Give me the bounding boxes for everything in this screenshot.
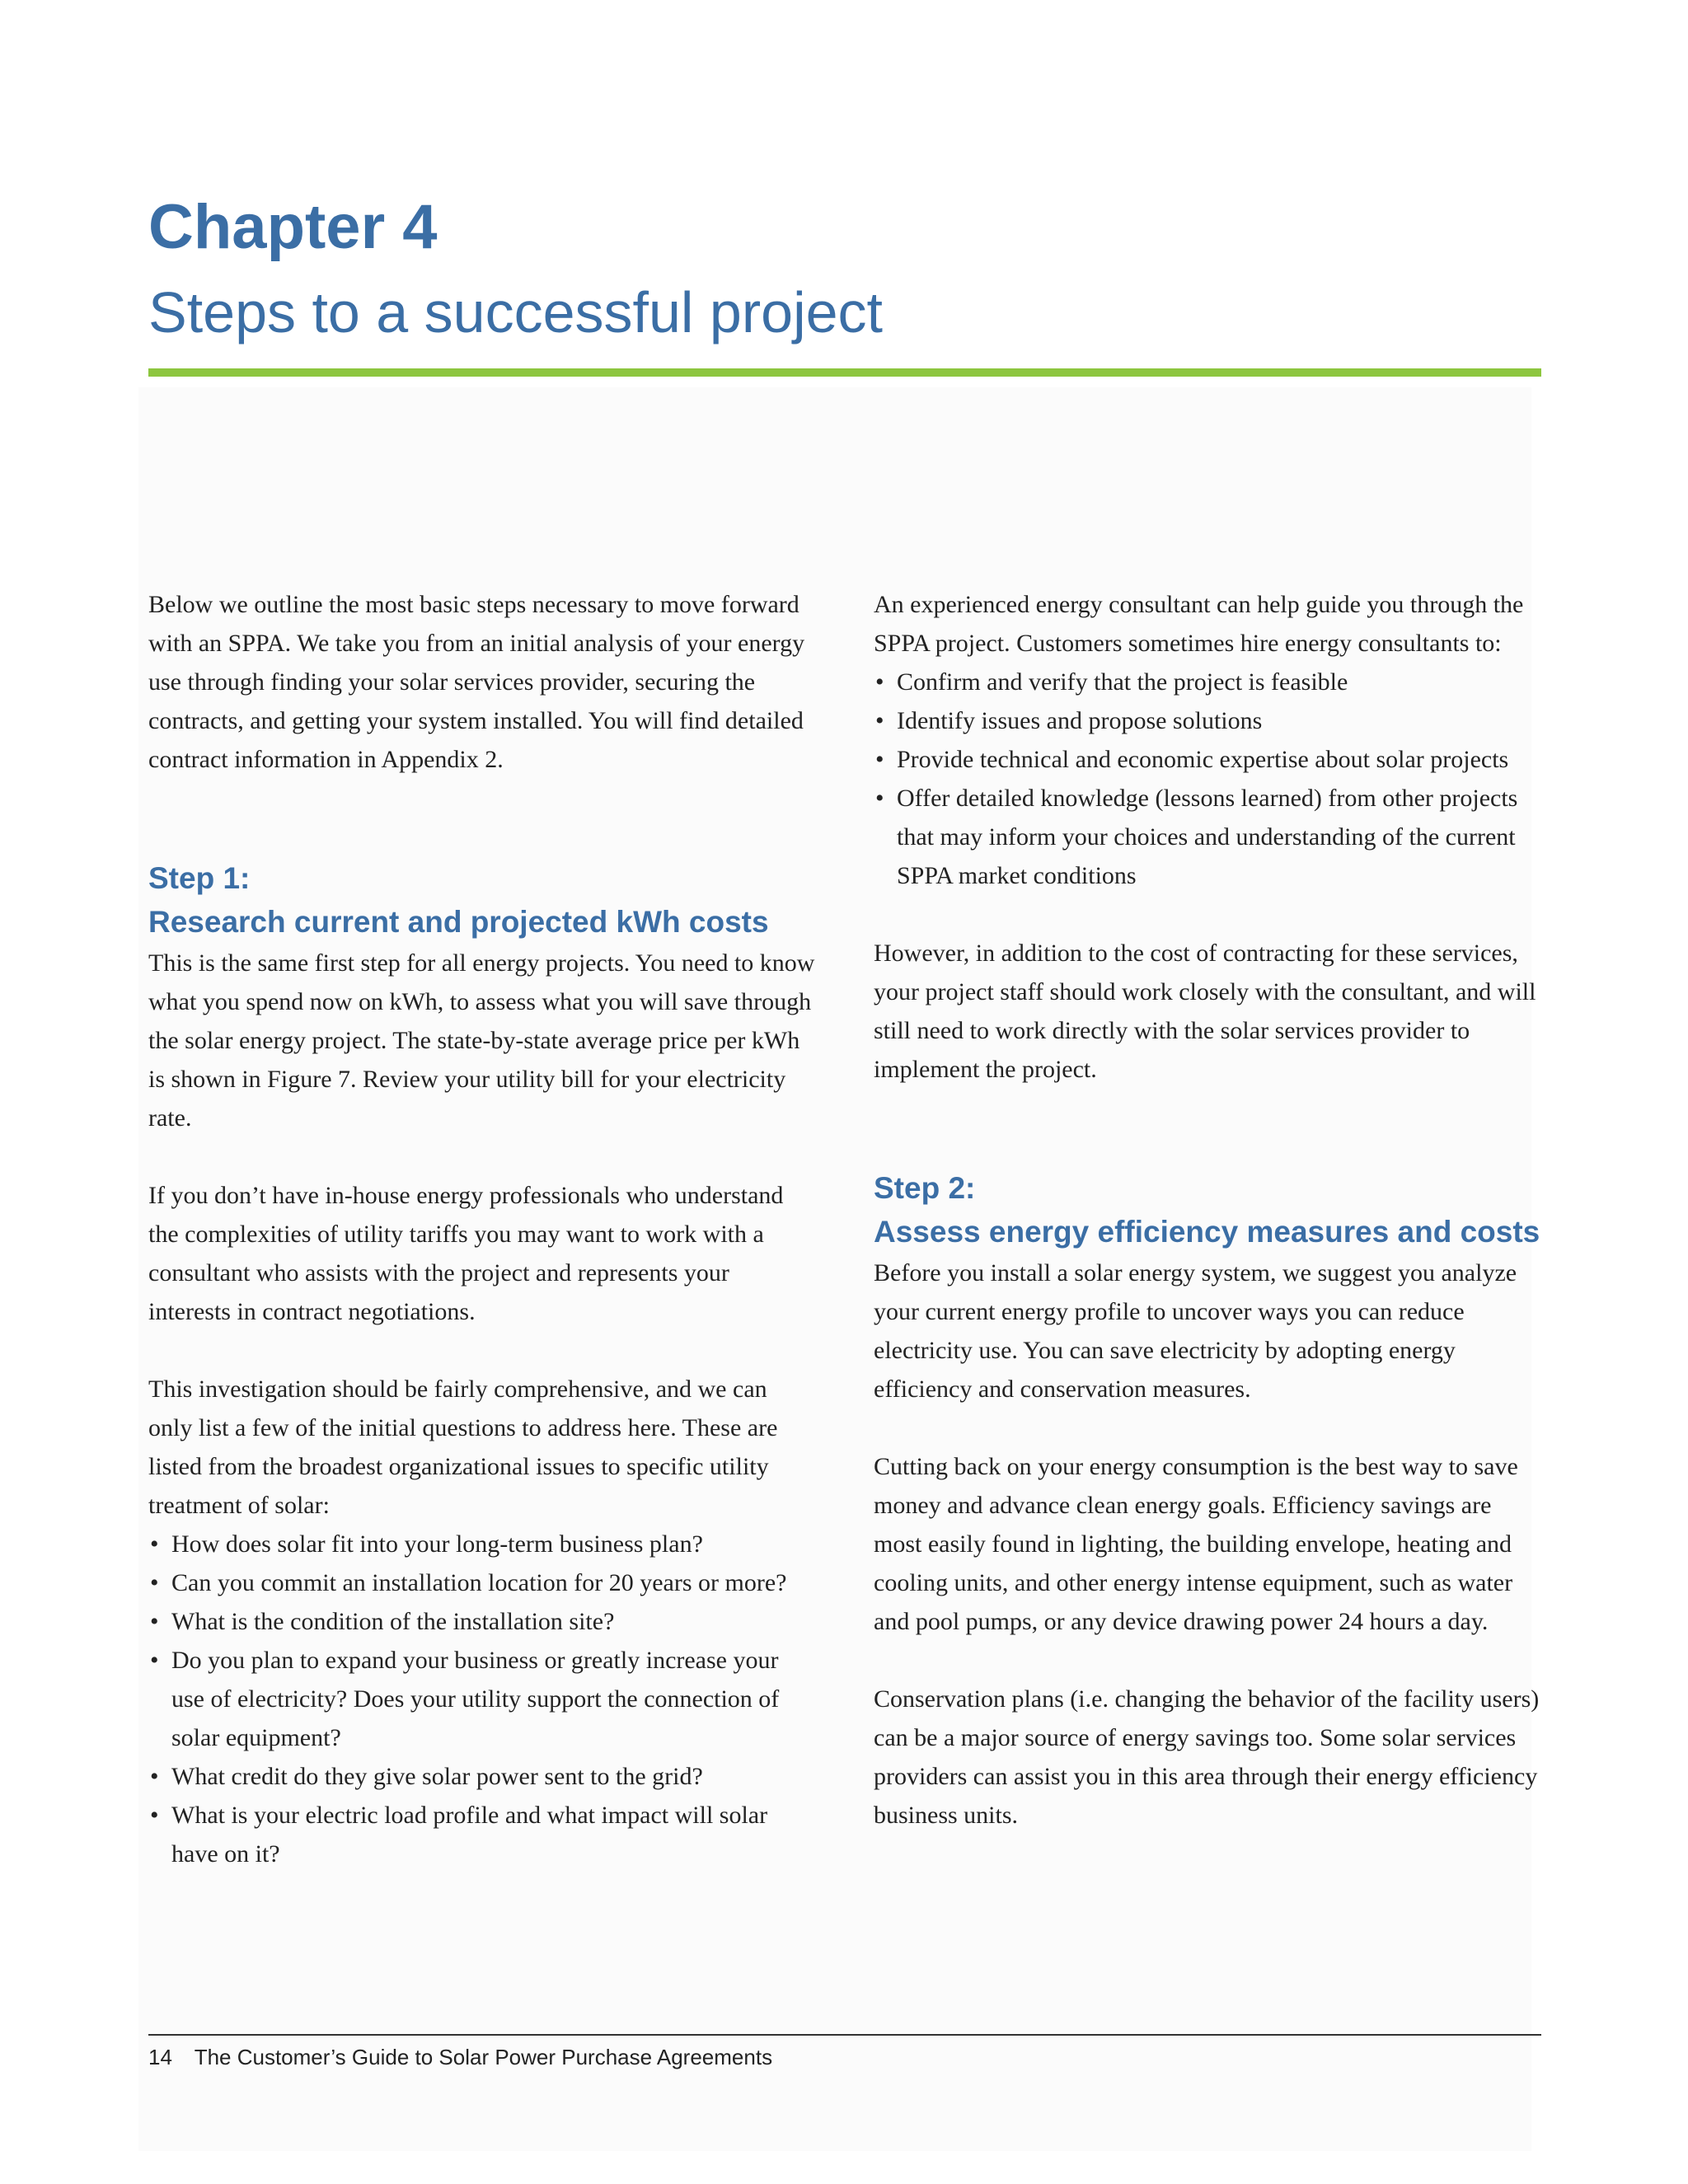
questions-list: [148, 1525, 816, 1873]
step2-paragraph-2: Cutting back on your energy consumption is the best way to save money and advance clean energy goals. Efficiency savings are most easily found in lighting, the building envelope, heating and cooling units, and other energy intense equipment, such as water and pool pumps, or any device drawing power 24 hours a day.: [874, 1453, 1518, 1635]
step1-paragraph-1: This is the same first step for all energy projects. You need to know what you spend now on kWh, to assess what you will save through the solar energy project. The state-by-state average price per kWh is shown in Figure 7. Review your utility bill for your electricity rate.: [148, 949, 815, 1132]
spacer: [148, 779, 816, 856]
step2-title: Assess energy efficiency measures and costs: [874, 1215, 1540, 1249]
spacer: [874, 1408, 1541, 1447]
spacer: [148, 1331, 816, 1370]
publication-title: The Customer’s Guide to Solar Power Purchase Agreements: [194, 2045, 773, 2069]
footer-divider: [148, 2034, 1541, 2036]
list-item: • What is your electric load profile and what impact will solar have on it?: [148, 1796, 816, 1873]
intro-paragraph: Below we outline the most basic steps necessary to move forward with an SPPA. We take you from an initial analysis of your energy use through finding your solar services provider, securing the contracts, and getting your system installed. You will find detailed contract information in Appendix 2.: [148, 591, 805, 773]
list-item: • Offer detailed knowledge (lessons learned) from other projects that may inform your choices and understanding of the current SPPA market conditions: [874, 779, 1541, 895]
list-item: • Provide technical and economic expertise about solar projects: [874, 740, 1541, 779]
right-column: [874, 585, 1541, 1835]
spacer: [874, 1089, 1541, 1166]
consultant-tasks-list: [874, 663, 1541, 895]
spacer: [874, 895, 1541, 934]
consultant-intro: An experienced energy consultant can help guide you through the SPPA project. Customers sometimes hire energy consultants to:: [874, 591, 1524, 657]
spacer: [148, 1137, 816, 1176]
page-footer: [148, 2042, 772, 2072]
chapter-divider: [148, 368, 1541, 377]
list-item: • Do you plan to expand your business or greatly increase your use of electricity? Does your utility support the connection of solar equipment?: [148, 1641, 816, 1757]
step1-paragraph-2: If you don’t have in-house energy professionals who understand the complexities of utility tariffs you may want to work with a consultant who assists with the project and represents your interests in contract negotiations.: [148, 1182, 784, 1325]
list-item: • What is the condition of the installation site?: [148, 1602, 816, 1641]
chapter-title: Steps to a successful project: [148, 280, 883, 344]
left-column: [148, 585, 816, 1873]
step1-title: Research current and projected kWh costs: [148, 905, 769, 939]
chapter-header: [148, 190, 1541, 349]
step2-label: Step 2:: [874, 1171, 976, 1205]
step2-paragraph-3: Conservation plans (i.e. changing the behavior of the facility users) can be a major source of energy savings too. Some solar services providers can assist you in this area through their energy efficiency business units.: [874, 1685, 1540, 1829]
list-item: • How does solar fit into your long-term business plan?: [148, 1525, 816, 1563]
page-number: 14: [148, 2045, 172, 2069]
list-item: • Can you commit an installation location for 20 years or more?: [148, 1563, 816, 1602]
list-item: • Confirm and verify that the project is feasible: [874, 663, 1541, 701]
list-item: • What credit do they give solar power sent to the grid?: [148, 1757, 816, 1796]
spacer: [874, 1641, 1541, 1680]
step1-label: Step 1:: [148, 861, 251, 895]
list-item: • Identify issues and propose solutions: [874, 701, 1541, 740]
step2-paragraph-1: Before you install a solar energy system, we suggest you analyze your current energy profile to uncover ways you can reduce electricity use. You can save electricity by adopting energy efficiency and conservation measures.: [874, 1259, 1517, 1403]
step1-paragraph-3: This investigation should be fairly comprehensive, and we can only list a few of the initial questions to address here. These are listed from the broadest organizational issues to specific utility treatment of solar:: [148, 1376, 778, 1519]
consultant-note: However, in addition to the cost of contracting for these services, your project staff should work closely with the consultant, and will still need to work directly with the solar services provider to implement the project.: [874, 940, 1536, 1083]
chapter-label: Chapter 4: [148, 192, 438, 262]
